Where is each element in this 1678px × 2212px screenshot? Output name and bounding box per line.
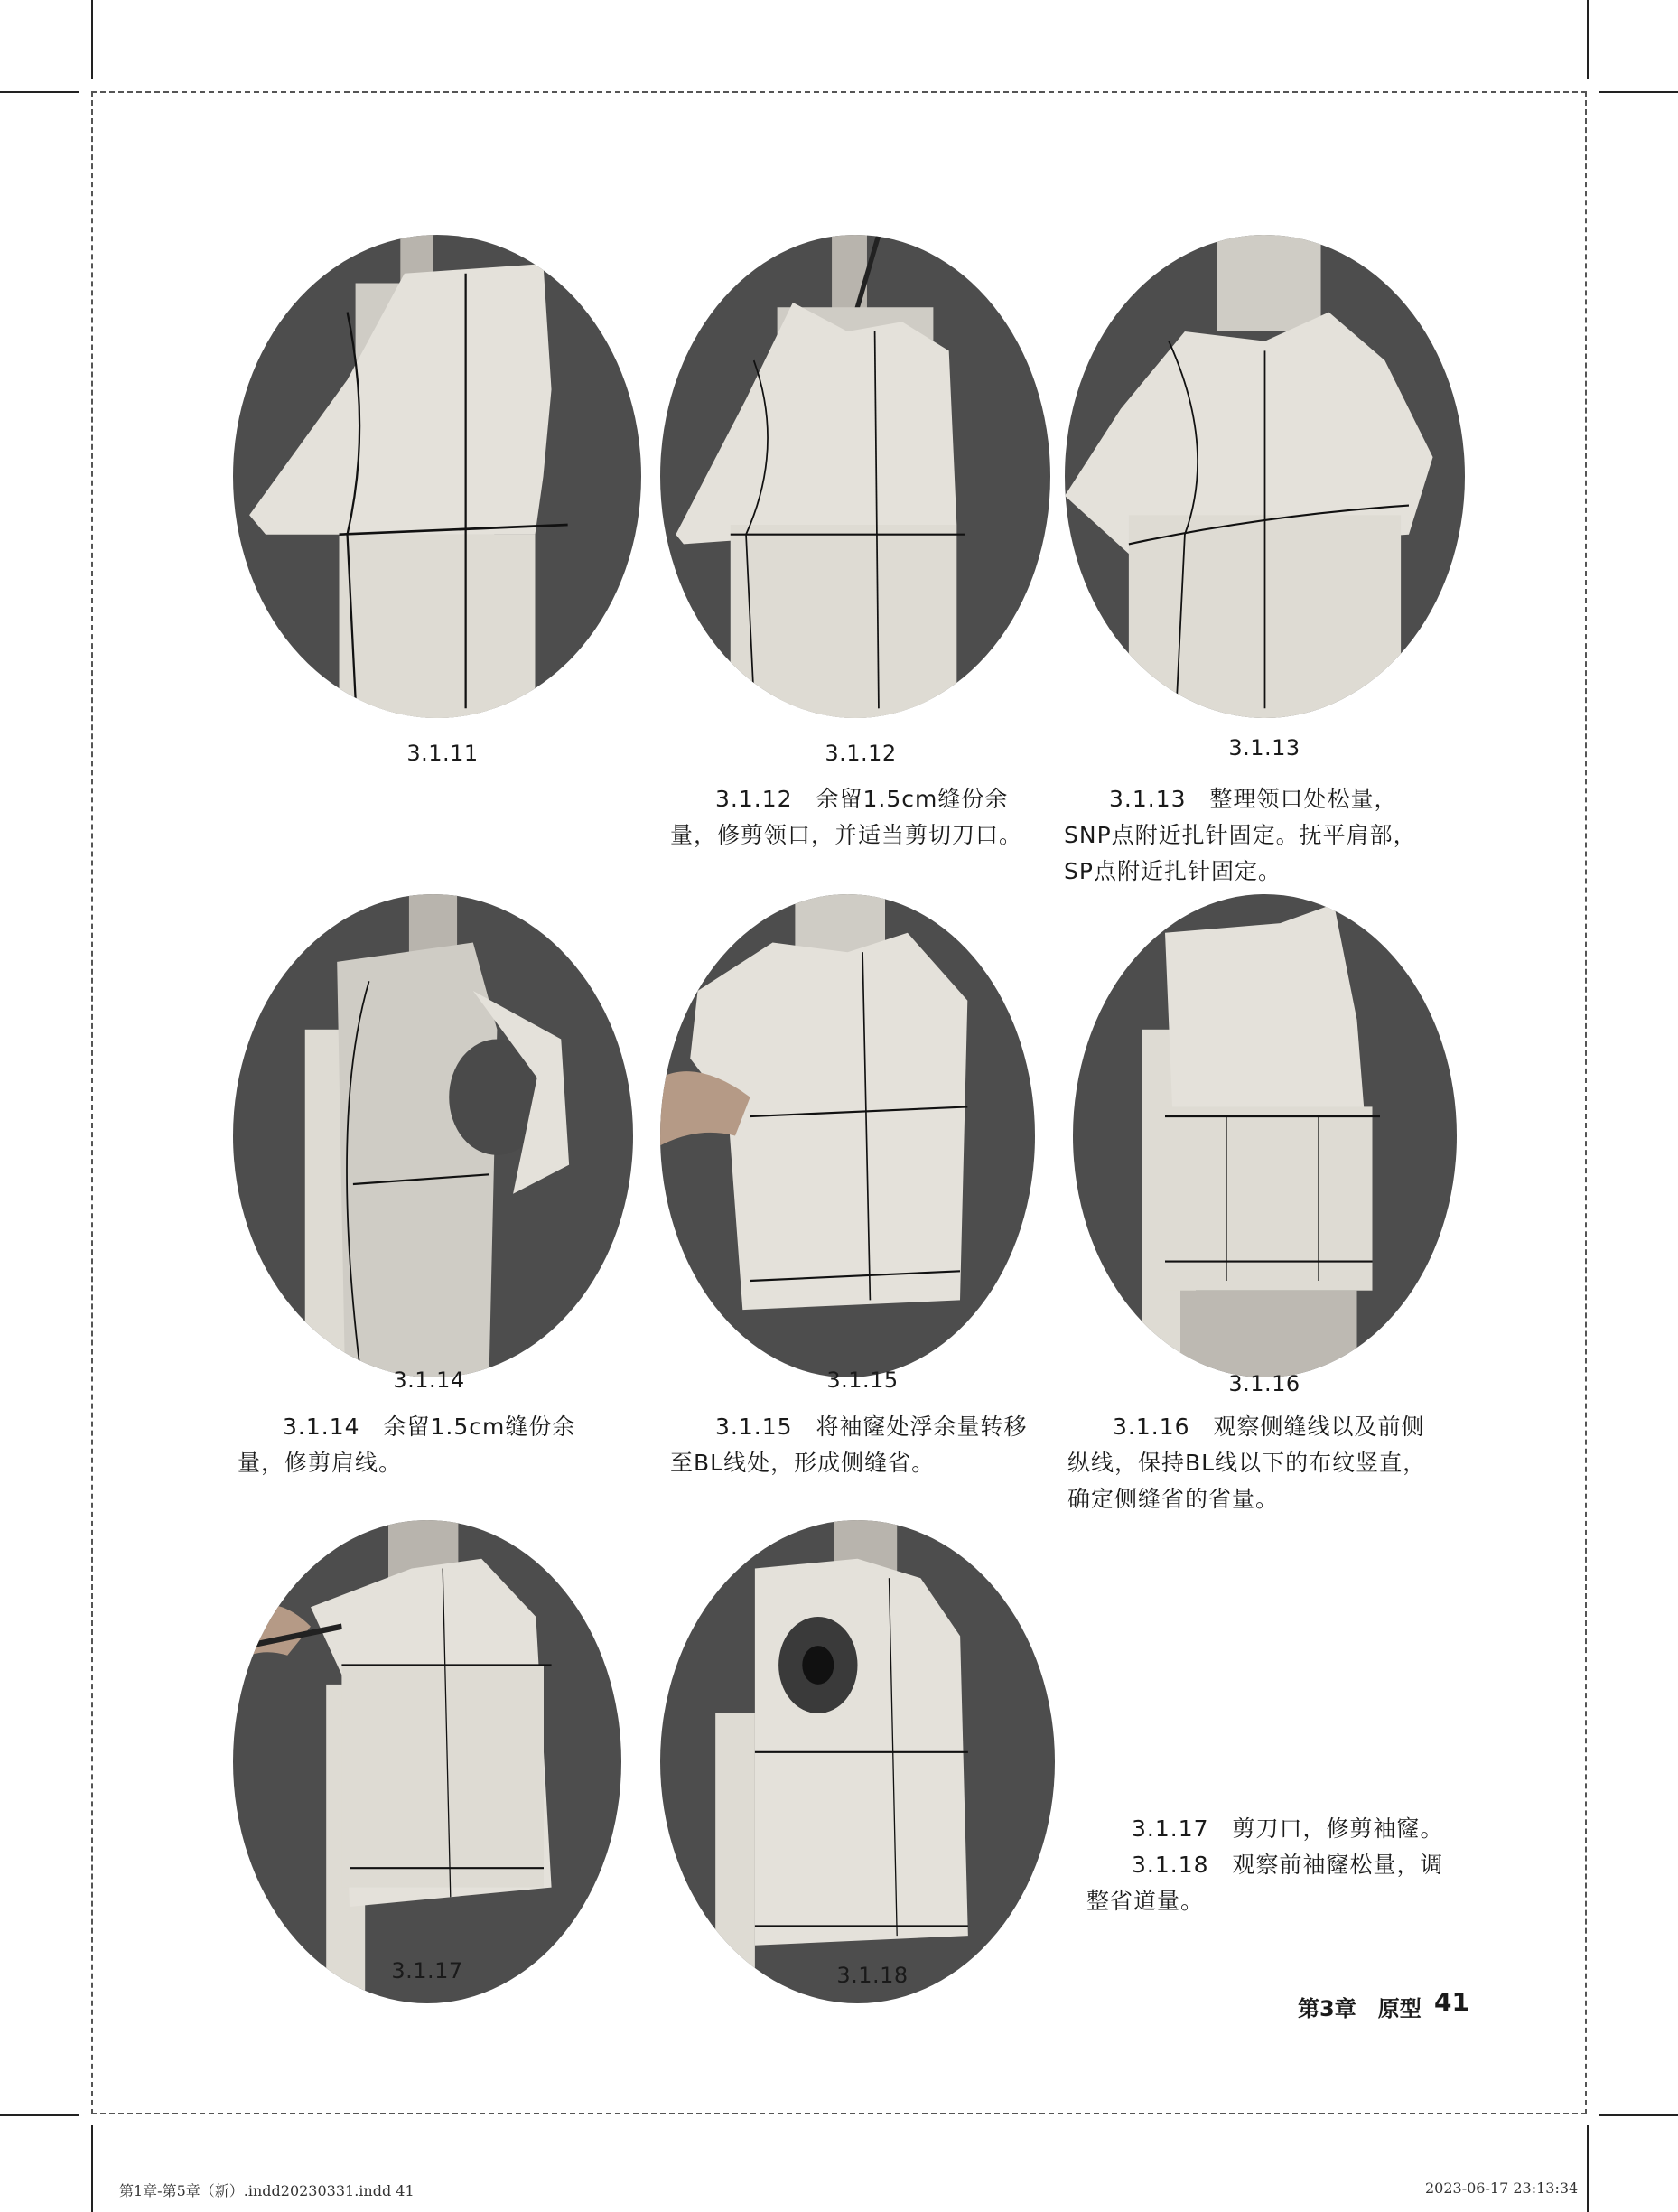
crop-mark	[1599, 91, 1678, 93]
caption-3-1-15	[670, 1409, 1045, 1481]
photo-3-1-11	[233, 235, 641, 718]
caption-text: 3.1.16 观察侧缝线以及前侧纵线，保持BL线以下的布纹竖直，确定侧缝省的省量。	[1067, 1414, 1427, 1512]
caption-3-1-14	[238, 1409, 617, 1481]
photo-3-1-16	[1073, 894, 1457, 1377]
photo-3-1-13	[1065, 235, 1465, 718]
crop-mark	[0, 2114, 79, 2116]
page-number: 41	[1434, 1987, 1469, 2017]
photo-3-1-12	[660, 235, 1050, 718]
photo-3-1-15	[660, 894, 1035, 1377]
figure-label: 3.1.14	[393, 1367, 465, 1393]
caption-3-1-12	[670, 781, 1045, 854]
figure-label: 3.1.17	[391, 1958, 463, 1983]
caption-text: 3.1.15 将袖窿处浮余量转移至BL线处，形成侧缝省。	[670, 1414, 1028, 1476]
caption-3-1-13	[1064, 781, 1439, 890]
figure-label: 3.1.16	[1228, 1371, 1300, 1396]
caption-text: 3.1.18 观察前袖窿松量，调整省道量。	[1086, 1852, 1444, 1914]
crop-mark	[1599, 2114, 1678, 2116]
figure-label: 3.1.15	[826, 1367, 899, 1393]
print-slug-timestamp: 2023-06-17 23:13:34	[1425, 2179, 1579, 2197]
caption-3-1-17-18	[1086, 1811, 1448, 1919]
crop-mark	[1587, 0, 1589, 79]
caption-text: 3.1.17 剪刀口，修剪袖窿。	[1132, 1815, 1444, 1842]
crop-mark	[1587, 2125, 1589, 2212]
caption-3-1-16	[1067, 1409, 1447, 1517]
figure-label: 3.1.18	[836, 1963, 909, 1988]
caption-text: 3.1.12 余留1.5cm缝份余量，修剪领口，并适当剪切刀口。	[670, 786, 1023, 848]
photo-3-1-18	[660, 1520, 1055, 2003]
print-slug-file: 第1章-第5章（新）.indd20230331.indd 41	[119, 2182, 415, 2199]
crop-mark	[91, 0, 93, 79]
figure-label: 3.1.12	[825, 741, 897, 766]
caption-text: 3.1.14 余留1.5cm缝份余量，修剪肩线。	[238, 1414, 576, 1476]
crop-mark	[0, 91, 79, 93]
running-footer-chapter: 第3章 原型	[1298, 1996, 1422, 2021]
figure-label: 3.1.11	[406, 741, 479, 766]
figure-label: 3.1.13	[1228, 735, 1300, 761]
crop-mark	[91, 2125, 93, 2212]
photo-3-1-17	[233, 1520, 621, 2003]
caption-text: 3.1.13 整理领口处松量， SNP点附近扎针固定。抚平肩部，SP点附近扎针固定。	[1064, 786, 1417, 884]
photo-3-1-14	[233, 894, 633, 1377]
